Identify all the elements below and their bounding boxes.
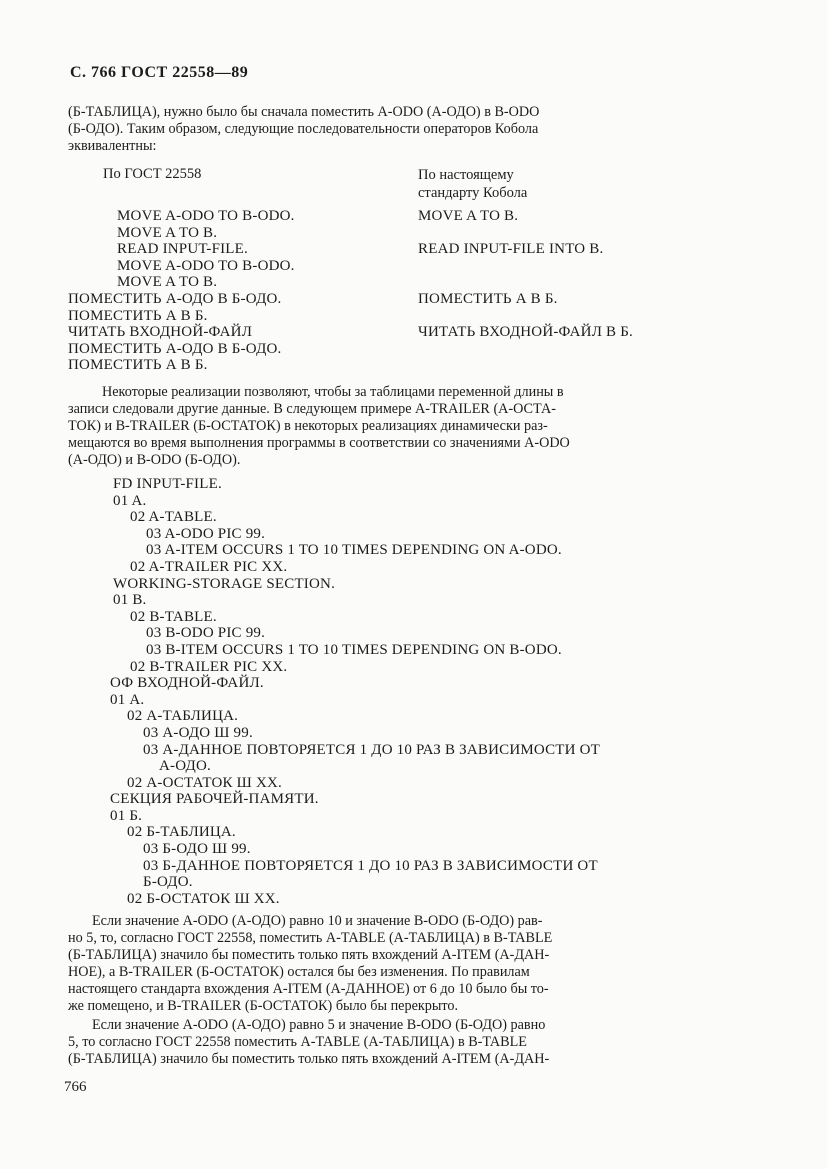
code-line: 03 B-ODO PIC 99. bbox=[146, 625, 266, 642]
code-line: 02 A-TRAILER PIC XX. bbox=[130, 558, 288, 575]
second-example-paragraph bbox=[68, 1017, 708, 1068]
code-line: 02 А-ТАБЛИЦА. bbox=[127, 708, 239, 725]
code-line: MOVE A-ODO TO B-ODO. bbox=[117, 257, 295, 274]
code-line: ПОМЕСТИТЬ А В Б. bbox=[418, 290, 558, 307]
text-line: (Б-ТАБЛИЦА), нужно было бы сначала поместить A-ODO (А-ОДО) в B-ODO bbox=[68, 104, 540, 120]
text-line: мещаются во время выполнения программы в соответствии со значениями A-ODO bbox=[68, 435, 570, 451]
title-line: По настоящему bbox=[418, 167, 514, 183]
code-line: ЧИТАТЬ ВХОДНОЙ-ФАЙЛ В Б. bbox=[418, 324, 633, 341]
intro-paragraph bbox=[68, 104, 708, 155]
left-column-title: По ГОСТ 22558 bbox=[103, 166, 202, 182]
code-line: СЕКЦИЯ РАБОЧЕЙ-ПАМЯТИ. bbox=[110, 791, 319, 808]
text-line: (Б-ТАБЛИЦА) значило бы поместить только пять вхождений A-ITEM (А-ДАН- bbox=[68, 947, 550, 963]
code-line: 02 Б-ОСТАТОК Ш ХХ. bbox=[127, 890, 280, 907]
code-line: MOVE A TO B. bbox=[117, 224, 218, 241]
code-line: А-ОДО. bbox=[159, 758, 211, 775]
code-line: 03 Б-ДАННОЕ ПОВТОРЯЕТСЯ 1 ДО 10 РАЗ В ЗАВИСИМОСТИ ОТ bbox=[143, 857, 598, 874]
title-line: стандарту Кобола bbox=[418, 185, 528, 201]
cobol-example-listing bbox=[0, 476, 600, 907]
text-line: (А-ОДО) и B-ODO (Б-ОДО). bbox=[68, 452, 241, 468]
text-line: ТОК) и B-TRAILER (Б-ОСТАТОК) в некоторых реализациях динамически раз- bbox=[68, 418, 548, 434]
text-line: эквивалентны: bbox=[68, 138, 157, 154]
code-line: ПОМЕСТИТЬ А В Б. bbox=[68, 357, 208, 374]
code-line: ОФ ВХОДНОЙ-ФАЙЛ. bbox=[110, 675, 264, 692]
code-line: ПОМЕСТИТЬ А-ОДО В Б-ОДО. bbox=[68, 290, 282, 307]
code-line: 02 A-TABLE. bbox=[130, 509, 217, 526]
page-header: С. 766 ГОСТ 22558—89 bbox=[70, 64, 249, 81]
code-line: 03 А-ДАННОЕ ПОВТОРЯЕТСЯ 1 ДО 10 РАЗ В ЗАВИСИМОСТИ ОТ bbox=[143, 741, 601, 758]
code-line: READ INPUT-FILE INTO B. bbox=[418, 241, 604, 258]
text-line: НОЕ), а B-TRAILER (Б-ОСТАТОК) остался бы без изменения. По правилам bbox=[68, 964, 530, 980]
text-line: 5, то согласно ГОСТ 22558 поместить A-TABLE (А-ТАБЛИЦА) в B-TABLE bbox=[68, 1034, 527, 1050]
code-line: 03 А-ОДО Ш 99. bbox=[143, 724, 253, 741]
example-explanation-paragraph bbox=[68, 913, 708, 1015]
code-line: 02 B-TABLE. bbox=[130, 608, 217, 625]
text-line: Некоторые реализации позволяют, чтобы за таблицами переменной длины в bbox=[102, 384, 564, 400]
page-number: 766 bbox=[64, 1079, 87, 1095]
text-line: записи следовали другие данные. В следующем примере A-TRAILER (А-ОСТА- bbox=[68, 401, 556, 417]
left-code-listing bbox=[68, 208, 295, 374]
code-line: MOVE A-ODO TO B-ODO. bbox=[117, 208, 295, 224]
code-line: MOVE A TO B. bbox=[418, 208, 519, 224]
code-line: 02 B-TRAILER PIC XX. bbox=[130, 658, 288, 675]
code-line: READ INPUT-FILE. bbox=[117, 241, 248, 258]
code-line: 03 A-ITEM OCCURS 1 TO 10 TIMES DEPENDING ON A-ODO. bbox=[146, 542, 562, 559]
code-line: MOVE A TO B. bbox=[117, 274, 218, 291]
text-line: Если значение A-ODO (А-ОДО) равно 10 и значение B-ODO (Б-ОДО) рав- bbox=[92, 913, 543, 929]
right-code-listing bbox=[418, 208, 633, 341]
code-line: 02 Б-ТАБЛИЦА. bbox=[127, 824, 236, 841]
text-line: же помещено, и B-TRAILER (Б-ОСТАТОК) было бы перекрыто. bbox=[68, 998, 459, 1014]
code-line: 03 Б-ОДО Ш 99. bbox=[143, 841, 251, 858]
text-line: но 5, то, согласно ГОСТ 22558, поместить A-TABLE (А-ТАБЛИЦА) в B-TABLE bbox=[68, 930, 553, 946]
text-line: (Б-ОДО). Таким образом, следующие последовательности операторов Кобола bbox=[68, 121, 539, 137]
code-line: 02 А-ОСТАТОК Ш ХХ. bbox=[127, 774, 282, 791]
text-line: настоящего стандарта вхождения A-ITEM (А-ДАННОЕ) от 6 до 10 было бы то- bbox=[68, 981, 549, 997]
code-line: ПОМЕСТИТЬ А-ОДО В Б-ОДО. bbox=[68, 340, 282, 357]
code-line: 01 B. bbox=[113, 592, 147, 609]
code-line: 01 А. bbox=[110, 691, 145, 708]
code-line: 03 B-ITEM OCCURS 1 TO 10 TIMES DEPENDING ON B-ODO. bbox=[146, 641, 562, 658]
code-line: 01 Б. bbox=[110, 807, 143, 824]
implementation-paragraph bbox=[68, 384, 708, 469]
code-line: WORKING-STORAGE SECTION. bbox=[113, 575, 336, 592]
code-line: 03 A-ODO PIC 99. bbox=[146, 525, 266, 542]
code-line: Б-ОДО. bbox=[143, 874, 193, 891]
code-line: ЧИТАТЬ ВХОДНОЙ-ФАЙЛ bbox=[68, 324, 253, 341]
text-line: Если значение A-ODO (А-ОДО) равно 5 и значение B-ODO (Б-ОДО) равно bbox=[92, 1017, 546, 1033]
code-line: 01 A. bbox=[113, 492, 147, 509]
code-line: ПОМЕСТИТЬ А В Б. bbox=[68, 307, 208, 324]
code-line: FD INPUT-FILE. bbox=[113, 476, 222, 492]
right-column-title bbox=[418, 166, 527, 202]
text-line: (Б-ТАБЛИЦА) значило бы поместить только пять вхождений A-ITEM (А-ДАН- bbox=[68, 1051, 550, 1067]
